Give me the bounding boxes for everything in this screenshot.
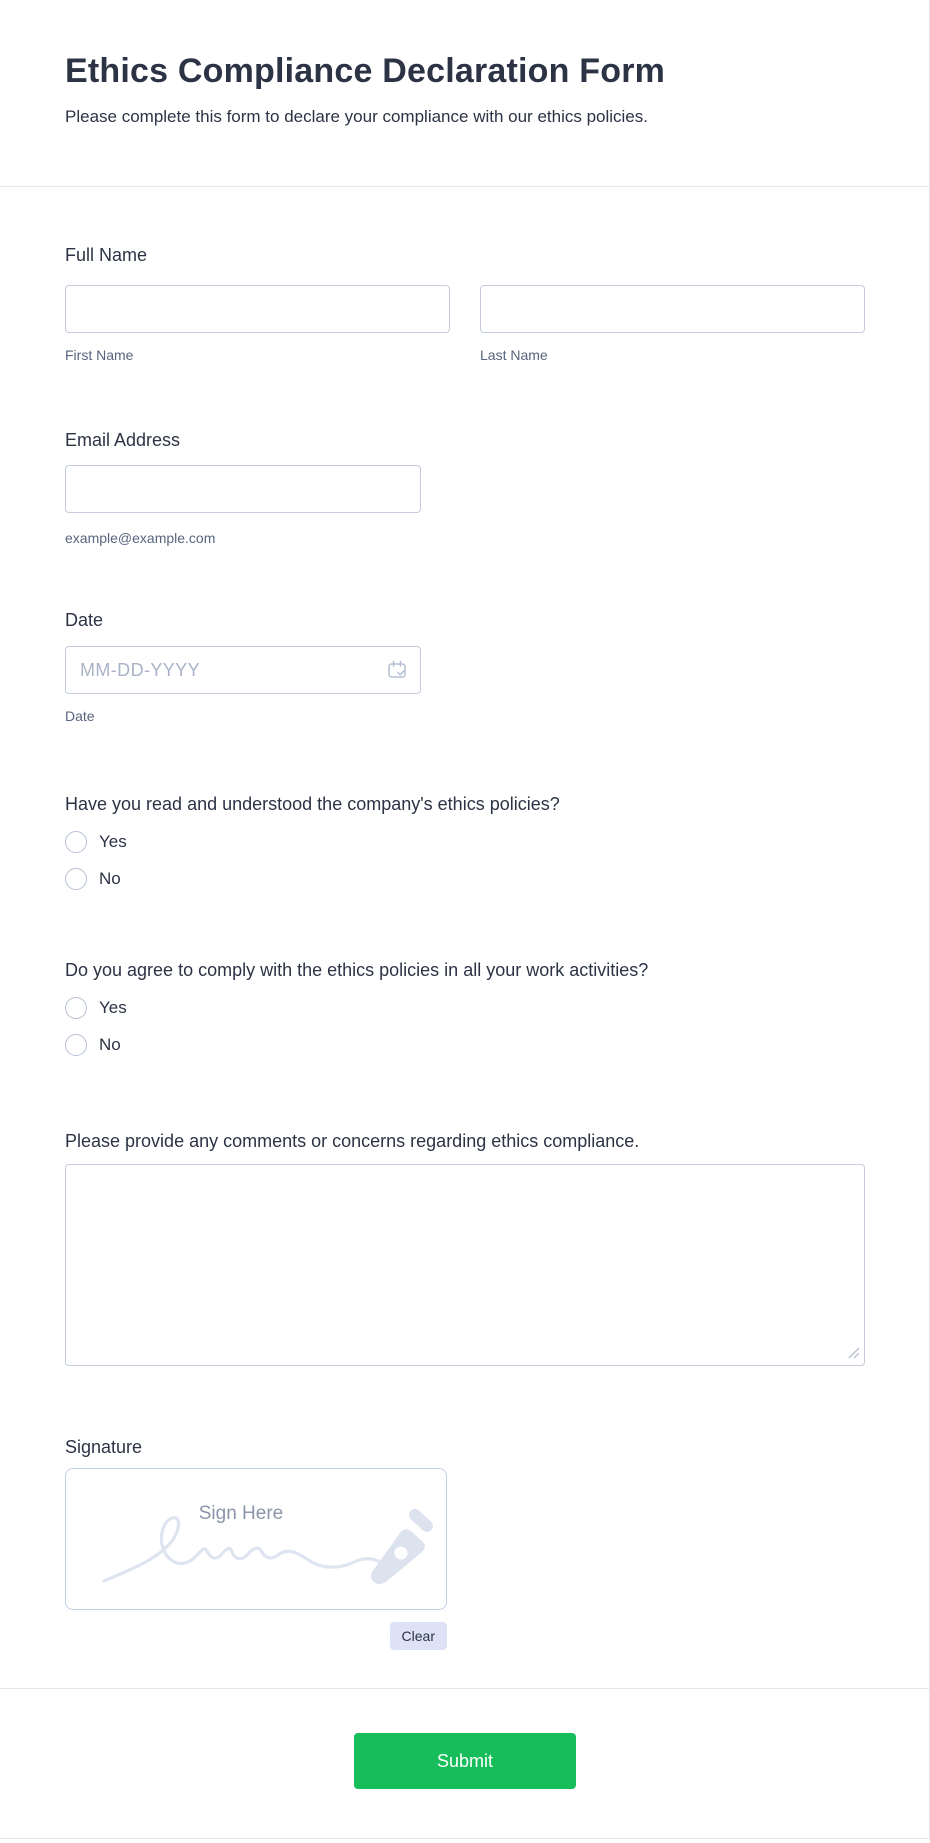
radio-label: Yes: [99, 998, 127, 1017]
signature-squiggle: [104, 1518, 384, 1581]
name-row: [65, 285, 865, 364]
question-2-option-yes[interactable]: [65, 996, 865, 1020]
email-input[interactable]: [65, 465, 421, 513]
field-comments: [65, 1129, 865, 1366]
question-1-label: Have you read and understood the company's ethics policies?: [65, 794, 560, 814]
field-email: [65, 428, 865, 547]
comments-label: Please provide any comments or concerns regarding ethics compliance.: [65, 1131, 640, 1151]
form-footer: [0, 1688, 930, 1839]
comments-textarea[interactable]: [65, 1164, 865, 1366]
first-name-sublabel: First Name: [65, 347, 134, 363]
last-name-sublabel: Last Name: [480, 347, 548, 363]
field-date: [65, 608, 865, 725]
signature-label: Signature: [65, 1437, 143, 1457]
first-name-input[interactable]: [65, 285, 450, 333]
date-input[interactable]: [65, 646, 421, 694]
comments-textarea-wrap: [65, 1164, 865, 1366]
radio-icon[interactable]: [65, 1034, 87, 1056]
radio-label: No: [99, 869, 121, 888]
field-signature: [65, 1435, 865, 1650]
email-label: Email Address: [65, 430, 181, 450]
calendar-check-icon[interactable]: [386, 659, 408, 681]
radio-icon[interactable]: [65, 831, 87, 853]
full-name-label: Full Name: [65, 245, 148, 265]
date-input-wrap: [65, 646, 421, 694]
radio-icon[interactable]: [65, 997, 87, 1019]
form-body: [0, 243, 930, 1688]
last-name-input[interactable]: [480, 285, 865, 333]
field-question-policies-read: [65, 792, 865, 891]
radio-icon[interactable]: [65, 868, 87, 890]
question-1-option-no[interactable]: [65, 867, 865, 891]
form-subtitle: Please complete this form to declare your compliance with our ethics policies.: [65, 107, 648, 126]
field-question-comply: [65, 958, 865, 1057]
fountain-pen-icon: [371, 1515, 427, 1584]
question-2-option-no[interactable]: [65, 1033, 865, 1057]
radio-label: No: [99, 1035, 121, 1054]
clear-signature-button[interactable]: Clear: [390, 1622, 447, 1650]
question-1-option-yes[interactable]: [65, 830, 865, 854]
date-label: Date: [65, 610, 104, 630]
question-2-label: Do you agree to comply with the ethics policies in all your work activities?: [65, 960, 649, 980]
email-hint: example@example.com: [65, 530, 216, 546]
form-title: Ethics Compliance Declaration Form: [65, 52, 666, 90]
date-sublabel: Date: [65, 708, 95, 724]
field-full-name: [65, 243, 865, 364]
form-header: [0, 0, 930, 187]
signature-actions: [65, 1622, 447, 1650]
signature-placeholder-art: [66, 1469, 446, 1609]
radio-label: Yes: [99, 832, 127, 851]
last-name-col: [480, 285, 865, 364]
resize-handle-icon[interactable]: [848, 1347, 860, 1359]
signature-pad[interactable]: [65, 1468, 447, 1610]
submit-button[interactable]: Submit: [354, 1733, 576, 1789]
first-name-col: [65, 285, 450, 364]
sign-here-text: Sign Here: [198, 1503, 284, 1524]
